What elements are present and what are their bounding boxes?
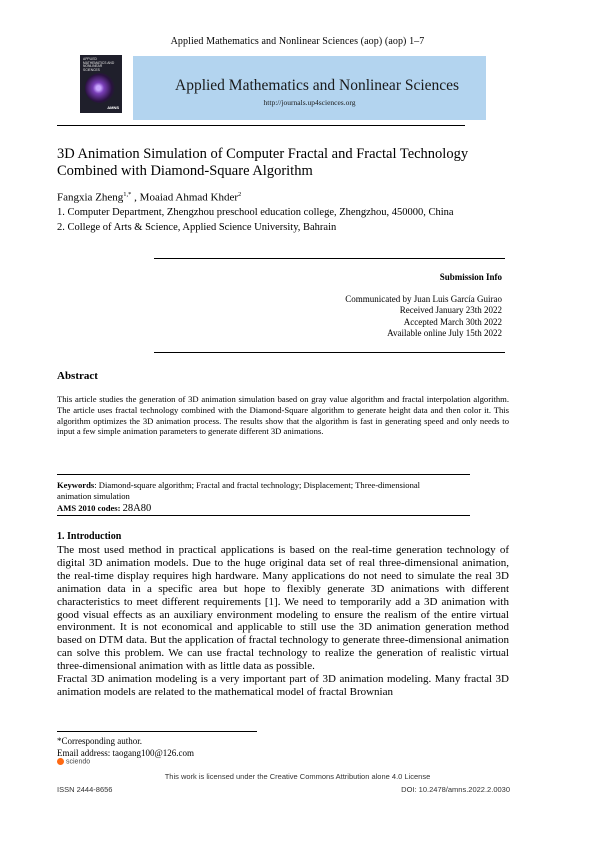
introduction-paragraph-1: The most used method in practical applications is based on the real-time generation technology of digital 3D animation models. Due to the huge original data set of real three-dimensional animation, the real-time display requires high hardware. Many applications do not need to simulate the real 3D animation data in a specific area but hope to flexibly generate 3D animations with different characteristics to meet different requirements [1]. We need to temporarily add a 3D animation with good visual effects as an auxiliary environment modeling to ensure the realism of the entire virtual environment. It is not economical and applicable to still use the 3D animation generation method based on DTM data. But the application of fractal technology to generate three-dimensional animation can solve this problem. We can use fractal technology to realize the generation of realistic virtual three-dimensional animation with as little data as possible. xyxy=(57,544,509,673)
abstract-heading: Abstract xyxy=(57,370,98,382)
sciendo-logo xyxy=(57,758,90,765)
footnote xyxy=(57,735,194,759)
communicated-by: Communicated by Juan Luis García Guirao xyxy=(345,293,502,304)
author-separator: , xyxy=(131,191,140,204)
abstract-text: This article studies the generation of 3D animation simulation based on gray value algorithm and fractal interpolation algorithm. The article uses fractal technology combined with the Diamond-Square algorithm to generate height data and then color it. This algorithm optimizes the 3D animation process. The results show that the algorithm is fast in generating speed and only needs to input a few simple animation parameters to generate different 3D animations. xyxy=(57,394,509,437)
ams-codes xyxy=(57,503,151,514)
header-divider xyxy=(57,125,465,126)
journal-title: Applied Mathematics and Nonlinear Sciences xyxy=(175,77,460,94)
ams-code: 28A80 xyxy=(122,503,152,514)
introduction-body xyxy=(57,544,509,699)
journal-url[interactable]: http://journals.up4sciences.org xyxy=(263,98,356,107)
keywords xyxy=(57,480,447,502)
author-name: Moaiad Ahmad Khder xyxy=(139,191,239,204)
keywords-text: : Diamond-square algorithm; Fractal and fractal technology; Displacement; Three-dimensional animation simulation xyxy=(57,480,421,501)
author-affiliation-marker: 1,* xyxy=(123,191,132,198)
paper-title-line-2: Combined with Diamond-Square Algorithm xyxy=(57,163,313,179)
footnote-rule xyxy=(57,731,257,732)
introduction-paragraph-2: Fractal 3D animation modeling is a very important part of 3D animation modeling. Many fractal 3D animation models are related to the mathematical model of fractal Brownian xyxy=(57,673,509,698)
ams-label: AMS 2010 codes: xyxy=(57,503,121,513)
online-date: Available online July 15th 2022 xyxy=(387,328,502,338)
cover-title: APPLIED MATHEMATICS AND NONLINEAR SCIENCES xyxy=(83,57,115,72)
submission-info xyxy=(345,272,502,340)
section-heading-introduction: 1. Introduction xyxy=(57,531,122,542)
issn: ISSN 2444-8656 xyxy=(57,785,113,794)
affiliation-1: 1. Computer Department, Zhengzhou preschool education college, Zhengzhou, 450000, China xyxy=(57,207,454,218)
keywords-top-rule xyxy=(57,474,470,475)
doi[interactable]: DOI: 10.2478/amns.2022.2.0030 xyxy=(401,785,510,794)
sciendo-wordmark: sciendo xyxy=(66,758,91,766)
submission-info-heading: Submission Info xyxy=(439,272,502,282)
cover-publisher-logo: AMNS xyxy=(107,105,119,110)
received-date: Received January 23th 2022 xyxy=(399,305,502,315)
journal-banner xyxy=(133,56,486,120)
submission-info-bottom-rule xyxy=(154,352,505,353)
affiliation-2: 2. College of Arts & Science, Applied Science University, Bahrain xyxy=(57,222,337,233)
accepted-date: Accepted March 30th 2022 xyxy=(403,316,502,327)
corresponding-email: Email address: taogang100@126.com xyxy=(57,748,195,758)
sciendo-icon xyxy=(57,758,64,765)
cover-fractal-image xyxy=(85,73,115,103)
submission-info-top-rule xyxy=(154,258,505,259)
keywords-bottom-rule xyxy=(57,515,470,516)
corresponding-author-note: *Corresponding author. xyxy=(57,736,142,746)
author-affiliation-marker: 2 xyxy=(238,191,242,198)
paper-title xyxy=(57,146,477,180)
keywords-label: Keywords xyxy=(57,480,95,490)
license-notice: This work is licensed under the Creative Commons Attribution alone 4.0 License xyxy=(164,772,431,781)
running-head: Applied Mathematics and Nonlinear Sciences (aop) (aop) 1–7 xyxy=(170,36,425,47)
paper-title-line-1: 3D Animation Simulation of Computer Fractal and Fractal Technology xyxy=(57,146,469,162)
author-name: Fangxia Zheng xyxy=(57,191,124,204)
journal-cover-thumbnail xyxy=(80,55,122,113)
spacer xyxy=(345,284,502,294)
author-list xyxy=(57,191,241,204)
